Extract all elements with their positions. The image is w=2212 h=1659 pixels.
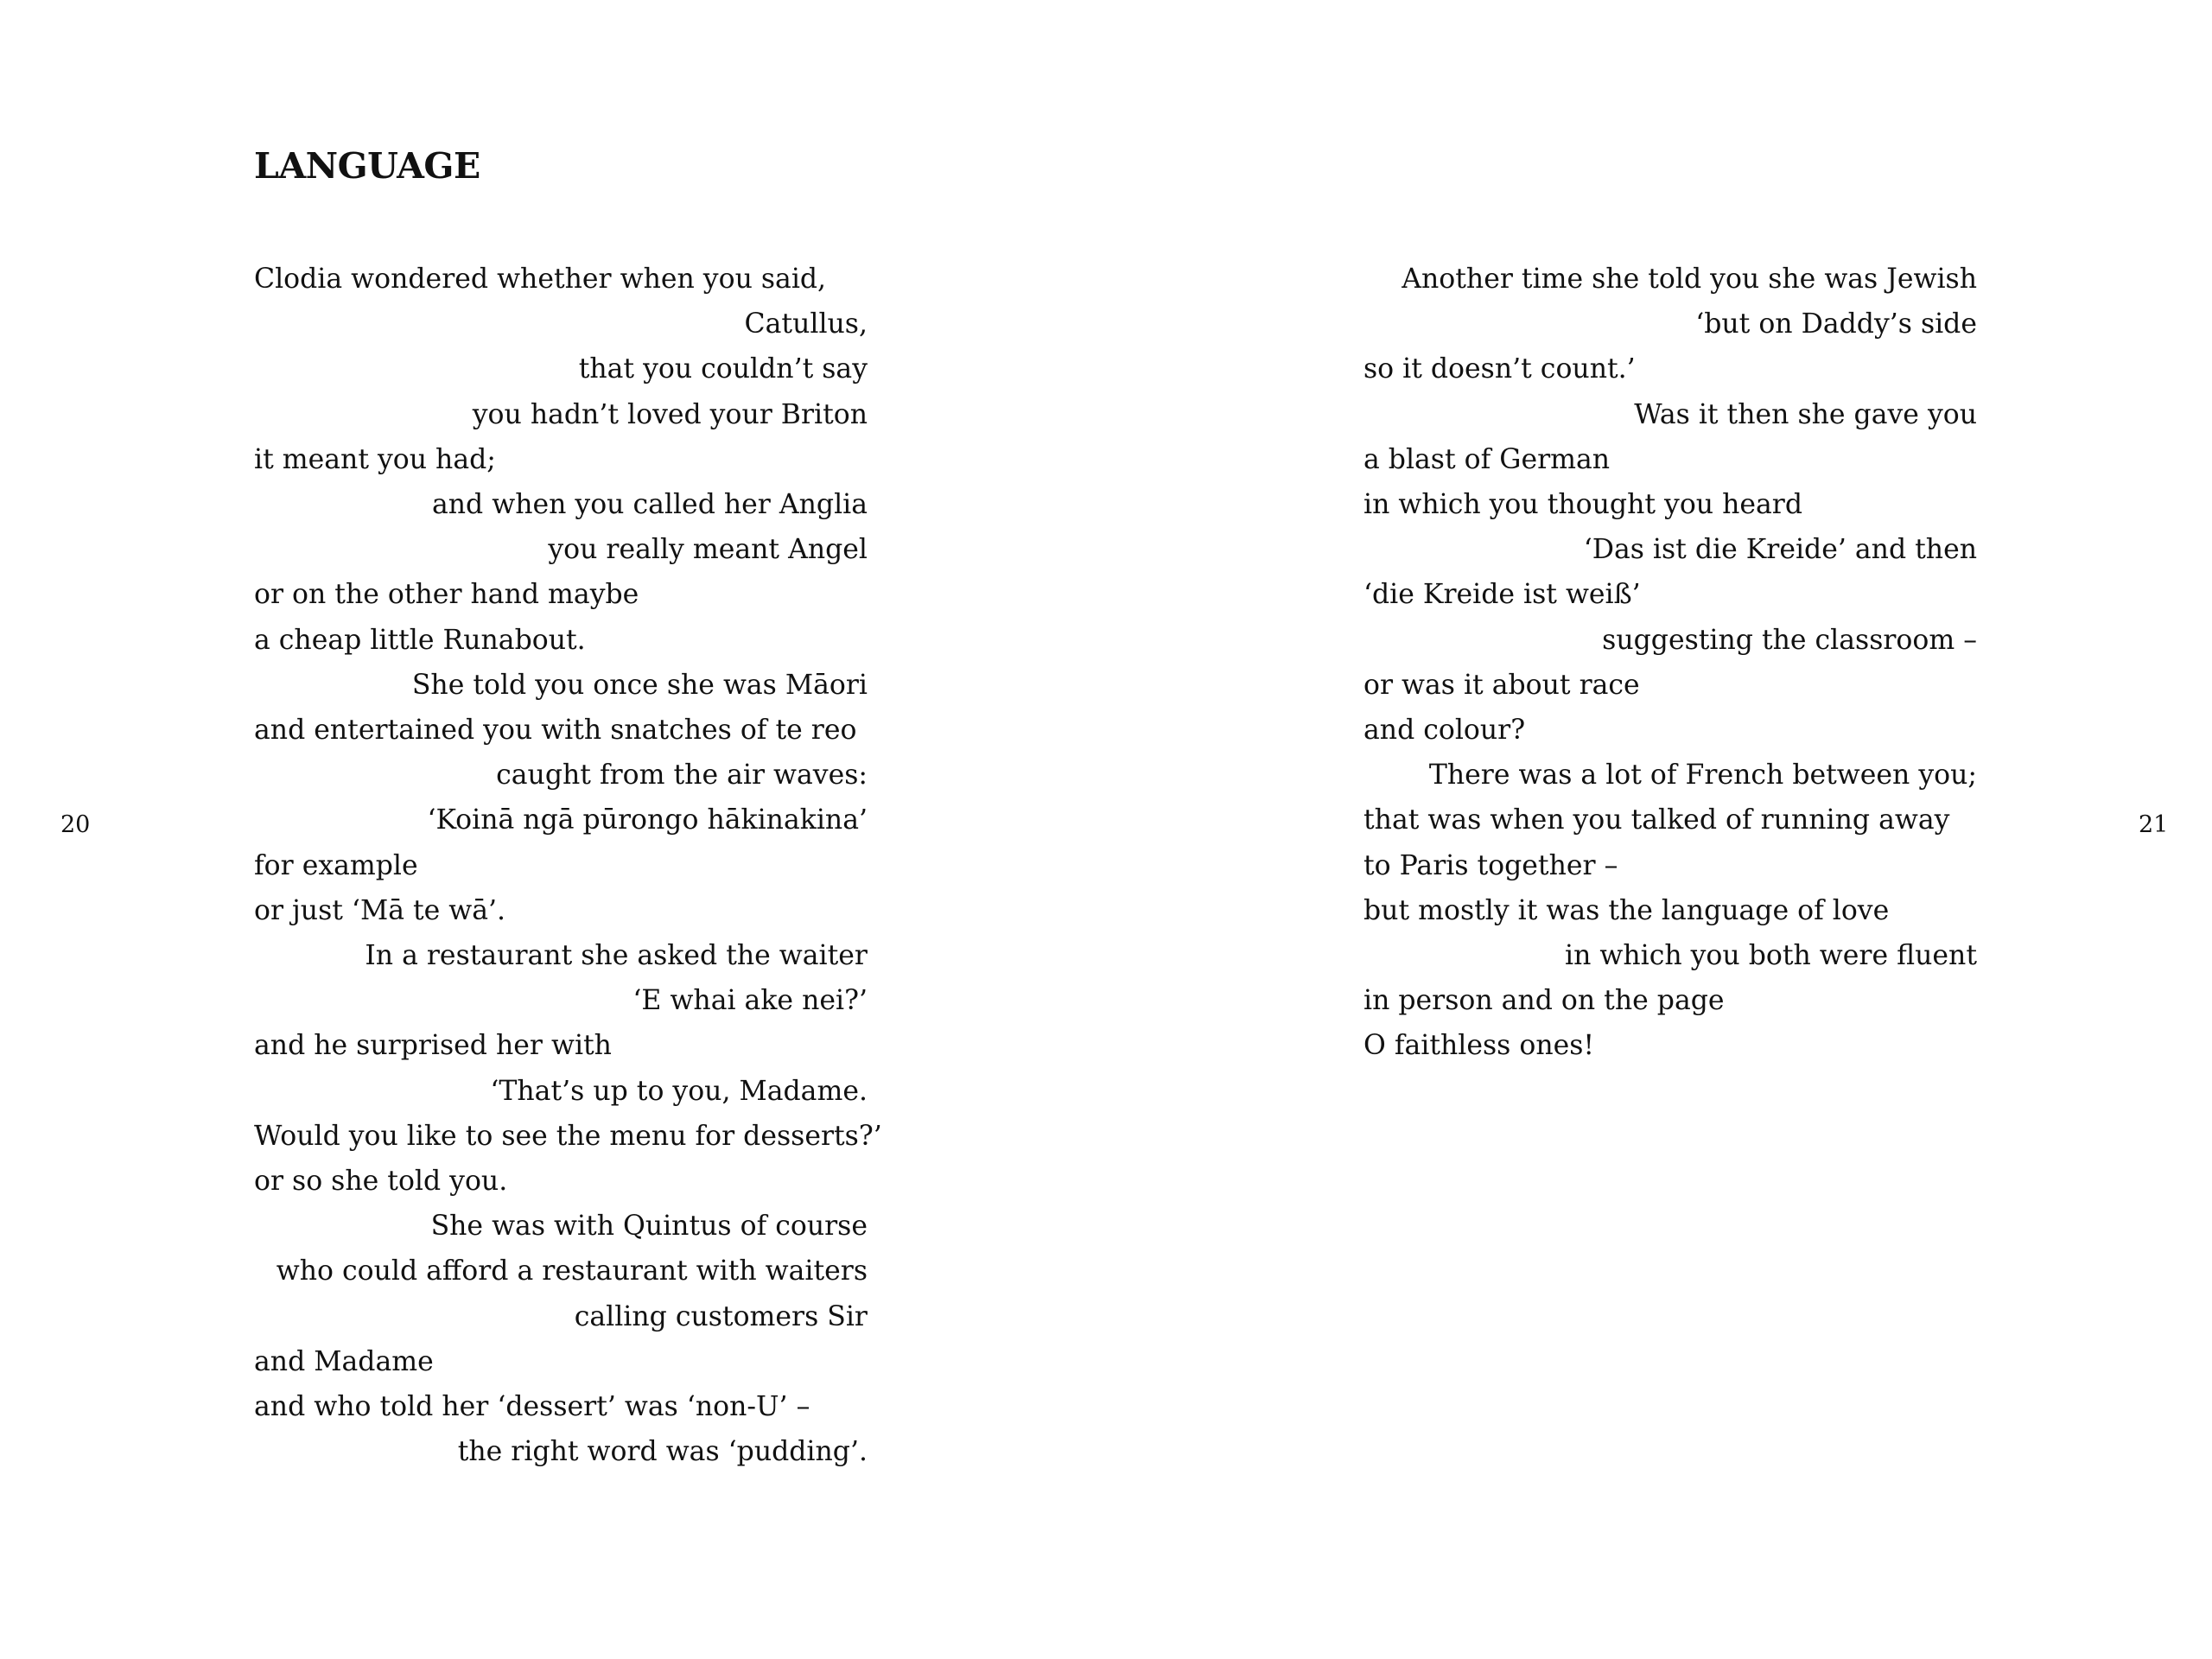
poem-line: but mostly it was the language of love [1363, 894, 1890, 926]
poem-line: it meant you had; [254, 443, 496, 475]
poem-line: Was it then she gave you [1634, 398, 1977, 430]
poem-line: and Madame [254, 1345, 434, 1377]
poem-line: a cheap little Runabout. [254, 624, 586, 656]
poem-line: you really meant Angel [548, 534, 868, 566]
poem-line: and colour? [1363, 715, 1526, 746]
poem-line: calling customers Sir [574, 1300, 868, 1332]
poem-line: the right word was ‘pudding’. [457, 1436, 868, 1468]
poem-line: Another time she told you she was Jewish [1402, 264, 1977, 295]
poem-line: that was when you talked of running away [1363, 804, 1950, 836]
poem-line: Clodia wondered whether when you said, [254, 264, 827, 295]
poem-line: and when you called her Anglia [431, 489, 868, 520]
poem-line: caught from the air waves: [496, 760, 868, 791]
poem-line: Would you like to see the menu for desserts?’ [254, 1120, 882, 1152]
poem-line: ‘Das ist die Kreide’ and then [1583, 534, 1977, 566]
poem-line: for example [254, 849, 418, 881]
poem-line: a blast of German [1363, 443, 1611, 475]
poem-line: suggesting the classroom – [1602, 624, 1977, 656]
poem-line: ‘but on Daddy’s side [1695, 308, 1977, 340]
poem-line: to Paris together – [1363, 849, 1618, 881]
poem-line: or just ‘Mā te wā’. [254, 894, 506, 926]
poem-line: in which you both were fluent [1565, 940, 1977, 971]
poem-line: ‘That’s up to you, Madame. [490, 1075, 868, 1107]
poem-line: in person and on the page [1363, 985, 1725, 1017]
poem-line: or so she told you. [254, 1166, 508, 1197]
poem-title: LANGUAGE [254, 145, 480, 187]
poem-line: that you couldn’t say [578, 353, 868, 385]
poem-line: O faithless ones! [1363, 1030, 1595, 1062]
poem-line: ‘die Kreide ist weiß’ [1363, 579, 1641, 611]
poem-line: who could afford a restaurant with waiters [276, 1255, 868, 1287]
poem-line: There was a lot of French between you; [1428, 760, 1977, 791]
poem-line: or on the other hand maybe [254, 579, 639, 611]
poem-line: and who told her ‘dessert’ was ‘non-U’ – [254, 1391, 810, 1422]
poem-line: Catullus, [744, 308, 868, 340]
poem-line: or was it about race [1363, 669, 1640, 701]
page-number-left: 20 [60, 811, 91, 838]
poem-line: She was with Quintus of course [430, 1211, 868, 1243]
poem-line: She told you once she was Māori [411, 669, 868, 701]
poem-line: in which you thought you heard [1363, 489, 1803, 520]
poem-line: and he surprised her with [254, 1030, 612, 1062]
poem-line: so it doesn’t count.’ [1363, 353, 1636, 385]
page-number-right: 21 [2139, 811, 2169, 838]
poem-line: In a restaurant she asked the waiter [365, 940, 868, 971]
poem-line: you hadn’t loved your Briton [472, 398, 868, 430]
poem-line: ‘E whai ake nei?’ [632, 985, 868, 1017]
poem-line: and entertained you with snatches of te reo [254, 715, 857, 746]
poem-line: ‘Koinā ngā pūrongo hākinakina’ [427, 804, 868, 836]
